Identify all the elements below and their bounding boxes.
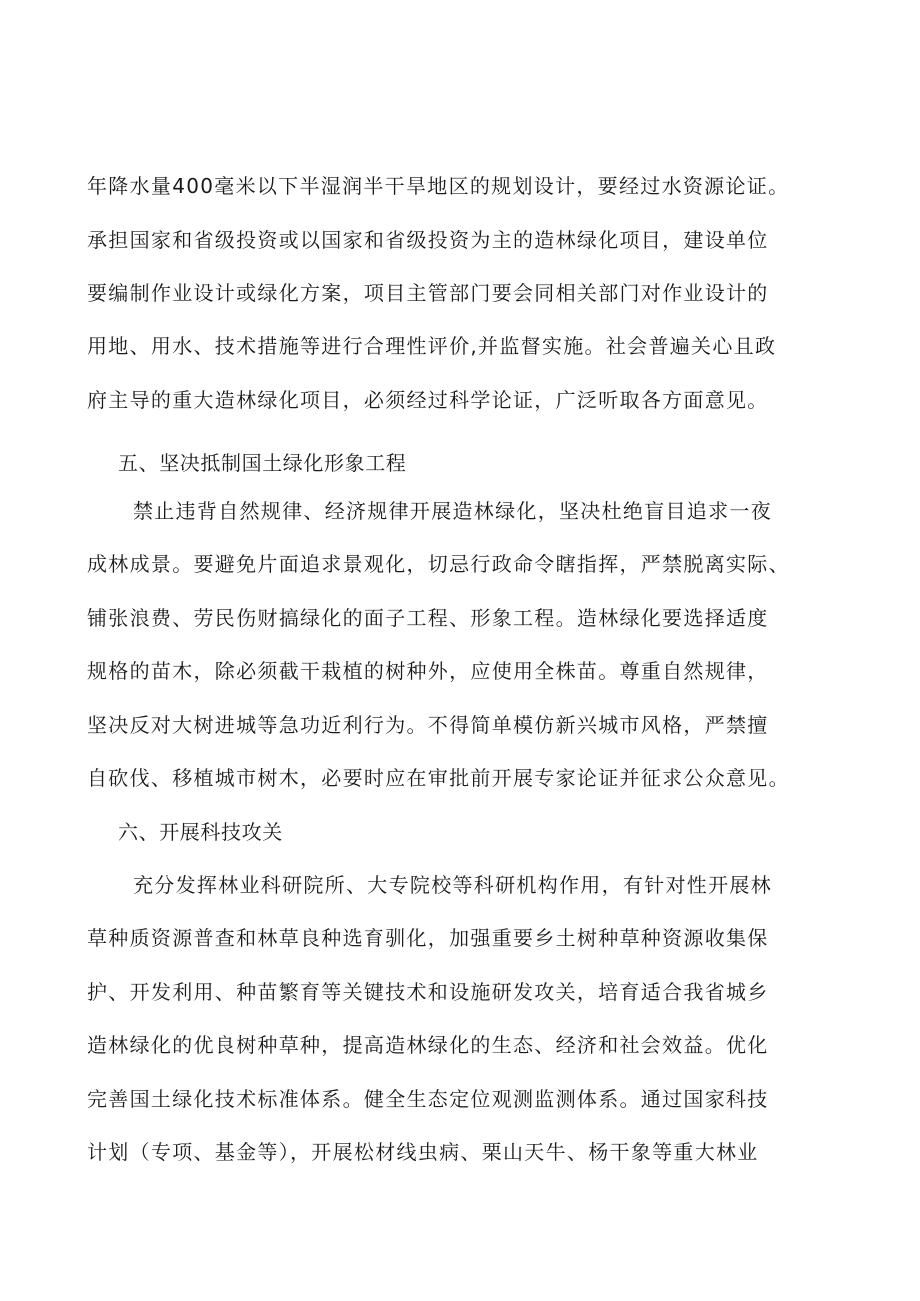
paragraph-line: 完善国土绿化技术标准体系。健全生态定位观测监测体系。通过国家科技: [87, 1087, 769, 1111]
paragraph-line: 用地、用水、技术措施等进行合理性评价,并监督实施。社会普遍关心且政: [87, 334, 777, 358]
paragraph-line: 年降水量400毫米以下半湿润半干旱地区的规划设计，要经过水资源论证。: [87, 174, 790, 198]
paragraph-line: 成林成景。要避免片面追求景观化，切忌行政命令瞎指挥，严禁脱离实际、: [87, 552, 790, 576]
paragraph-line: 承担国家和省级投资或以国家和省级投资为主的造林绿化项目，建设单位: [87, 228, 769, 252]
paragraph-line: 府主导的重大造林绿化项目，必须经过科学论证，广泛听取各方面意见。: [87, 388, 769, 412]
paragraph-line: 规格的苗木，除必须截干栽植的树种外，应使用全株苗。尊重自然规律，: [87, 659, 769, 683]
paragraph-line: 计划（专项、基金等），开展松材线虫病、栗山天牛、杨干象等重大林业: [87, 1140, 759, 1164]
section-heading-5: 五、坚决抵制国土绿化形象工程: [118, 451, 407, 475]
paragraph-line: 自砍伐、移植城市树木，必要时应在审批前开展专家论证并征求公众意见。: [87, 766, 790, 790]
paragraph-line: 充分发挥林业科研院所、大专院校等科研机构作用，有针对性开展林: [133, 873, 772, 897]
section-heading-6: 六、开展科技攻关: [118, 820, 283, 844]
paragraph-line: 草种质资源普查和林草良种选育驯化，加强重要乡土树种草种资源收集保: [87, 926, 769, 950]
paragraph-line: 铺张浪费、劳民伤财搞绿化的面子工程、形象工程。造林绿化要选择适度: [87, 606, 769, 630]
paragraph-line: 护、开发利用、种苗繁育等关键技术和设施研发攻关，培育适合我省城乡: [87, 980, 769, 1004]
paragraph-line: 坚决反对大树进城等急功近利行为。不得简单模仿新兴城市风格，严禁擅: [87, 713, 769, 737]
paragraph-line: 禁止违背自然规律、经济规律开展造林绿化，坚决杜绝盲目追求一夜: [133, 499, 772, 523]
paragraph-line: 造林绿化的优良树种草种，提高造林绿化的生态、经济和社会效益。优化: [87, 1033, 769, 1057]
paragraph-line: 要编制作业设计或绿化方案，项目主管部门要会同相关部门对作业设计的: [87, 281, 769, 305]
